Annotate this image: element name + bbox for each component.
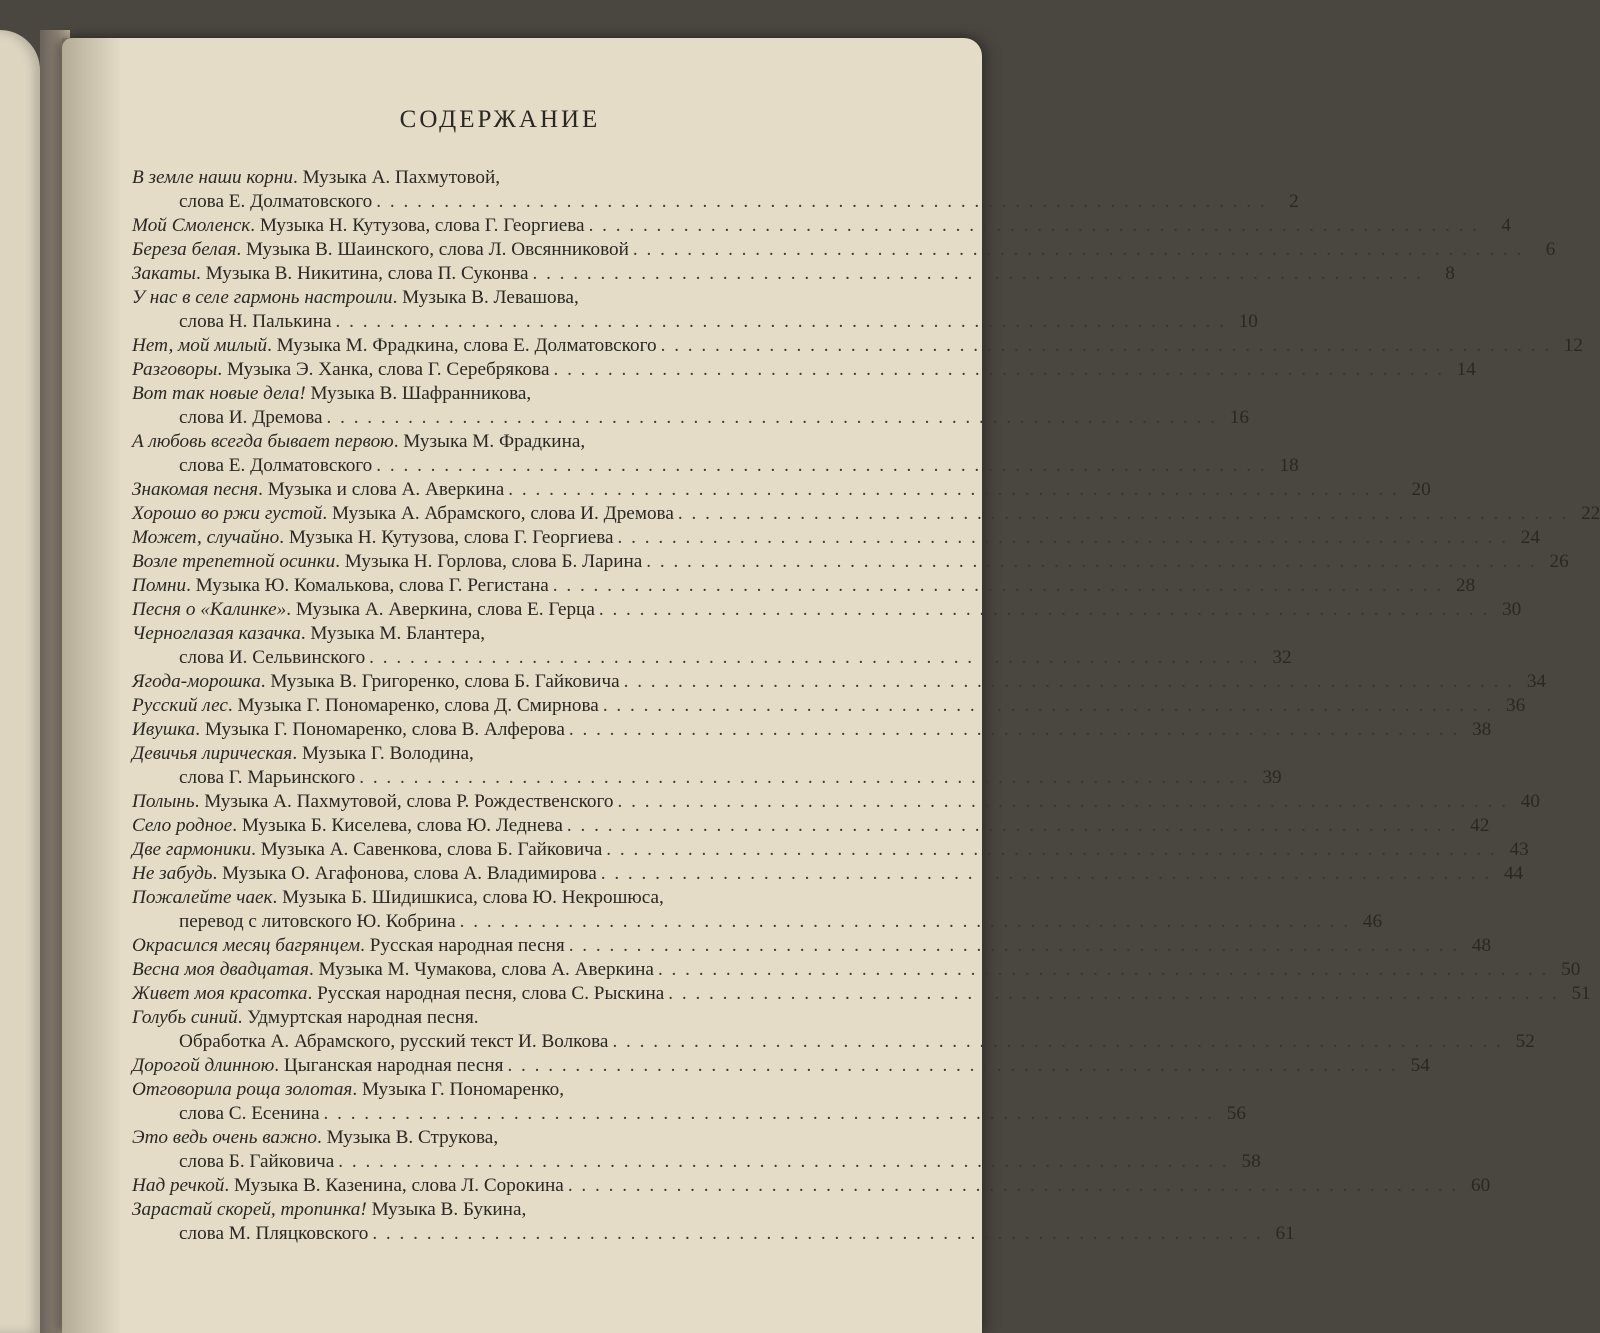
toc-entry-line [132,1078,878,1102]
toc-entry [132,1054,1430,1078]
dot-leader [332,310,1230,334]
toc-entry-text [132,694,599,718]
toc-entry-line [132,406,1249,430]
toc-entry [132,670,1546,694]
song-credits: слова М. Пляцковского [179,1223,369,1244]
song-credits: Обработка А. Абрамского, русский текст И. Волкова [179,1031,609,1052]
song-credits: . Музыка М. Блантера, [300,623,486,644]
toc-entry [132,694,1526,718]
song-credits: . Музыка О. Агафонова, слова А. Владимирова [212,863,597,884]
song-credits: слова С. Есенина [179,1103,320,1124]
toc-entry-line [132,1006,878,1030]
page-number: 16 [1229,407,1249,428]
page-number: 22 [1581,503,1600,524]
dot-leader [585,214,1483,238]
dot-leader [608,1030,1506,1054]
song-credits: . Музыка Н. Кутузова, слова Г. Георгиева [279,527,614,548]
toc-entry-text [132,598,595,622]
toc-entry-text [132,238,629,262]
song-credits: . Музыка Г. Пономаренко, слова Д. Смирнова [227,695,599,716]
dot-leader [654,958,1552,982]
song-credits: . Музыка Э. Ханка, слова Г. Серебрякова [217,359,550,380]
dot-leader [565,934,1463,958]
toc-entry [132,1198,1295,1246]
toc-entry-line [132,910,1383,934]
song-title: Пожалейте чаек [132,887,273,908]
song-title: Село родное [132,815,233,836]
song-title: Над речкой [132,1175,225,1196]
song-title: Полынь [132,791,195,812]
page-number: 32 [1272,647,1292,668]
song-credits: слова Б. Гайковича [179,1151,335,1172]
song-title: Голубь синий [132,1007,238,1028]
song-title: Живет моя красотка [132,983,308,1004]
song-credits: . Музыка Н. Горлова, слова Б. Ларина [335,551,643,572]
page-number: 39 [1262,767,1282,788]
page-number: 28 [1455,575,1476,596]
page-number: 12 [1563,335,1583,356]
toc-entry [132,358,1476,382]
toc-entry-line [132,502,1600,526]
page-number: 58 [1241,1151,1261,1172]
dot-leader [549,358,1447,382]
toc-entry [132,598,1522,622]
song-credits: слова И. Дремова [179,407,323,428]
dot-leader [599,694,1497,718]
dot-leader [657,334,1555,358]
song-title: Мой Смоленск [132,215,251,236]
toc-entry-text [132,670,620,694]
toc-entry [132,1126,1261,1174]
dot-leader [597,862,1495,886]
toc-entry-line [132,718,1492,742]
dot-leader [355,766,1253,790]
toc-entry [132,1078,1246,1126]
toc-entry [132,382,1249,430]
toc-entry-line [132,526,1540,550]
toc-entry [132,334,1583,358]
dot-leader [323,406,1221,430]
toc-entry [132,622,1292,670]
toc-entry-text [132,1174,564,1198]
song-credits: Музыка В. Шафранникова, [305,383,532,404]
page-number: 51 [1571,983,1591,1004]
song-title: Помни [132,575,187,596]
toc-entry-line [132,982,1591,1006]
toc-entry [132,286,1258,334]
table-of-contents [132,166,1600,1246]
song-credits: . Музыка А. Абрамского, слова И. Дремова [322,503,674,524]
page-title: СОДЕРЖАНИЕ [399,106,601,133]
toc-entry [132,166,1299,214]
song-title: Хорошо во ржи густой [132,503,323,524]
toc-entry [132,430,1299,478]
toc-entry-line [132,1222,1295,1246]
toc-entry-line [132,742,878,766]
page-number: 30 [1502,599,1522,620]
dot-leader [642,550,1540,574]
toc-entry-text [132,358,549,382]
toc-entry [132,838,1529,862]
page-number: 54 [1410,1055,1430,1076]
toc-entry-text [132,526,614,550]
song-title: Черноглазая казачка [132,623,301,644]
page-number: 2 [1289,191,1299,212]
dot-leader [372,454,1270,478]
toc-entry-text [132,550,642,574]
toc-entry-line [132,382,878,406]
toc-entry-text [132,502,674,526]
song-title: Не забудь [132,863,213,884]
song-credits: . Музыка В. Струкова, [316,1127,499,1148]
page-number: 34 [1526,671,1546,692]
song-title: Весна моя двадцатая [132,959,309,980]
song-credits: . Музыка М. Фрадкина, слова Е. Долматовского [267,335,657,356]
page-number: 6 [1545,239,1556,260]
song-title: Отговорила роща золотая [132,1079,353,1100]
song-title: Окрасился месяц багрянцем [132,935,361,956]
toc-entry [132,790,1540,814]
dot-leader [372,190,1270,214]
toc-entry-line [132,1102,1246,1126]
song-credits: слова Е. Долматовского [179,191,373,212]
toc-entry-text [132,478,504,502]
song-credits: . Музыка А. Пахмутовой, слова Р. Рождественского [194,791,614,812]
song-credits: . Русская народная песня, слова С. Рыскина [307,983,665,1004]
toc-entry-line [132,1198,878,1222]
toc-entry-text [132,814,563,838]
song-credits: . Музыка В. Шаинского, слова Л. Овсянниковой [236,239,629,260]
song-title: Это ведь очень важно [132,1127,317,1148]
toc-entry [132,502,1600,526]
toc-entry-line [132,334,1583,358]
toc-entry [132,982,1591,1006]
song-title: Ивушка [132,719,196,740]
song-title: В земле наши корни [132,167,293,188]
song-title: Русский лес [132,695,228,716]
dot-leader [365,646,1263,670]
song-credits: . Музыка А. Аверкина, слова Е. Герца [286,599,595,620]
page-number: 61 [1275,1223,1295,1244]
page-number: 46 [1362,911,1383,932]
page-number: 14 [1456,359,1476,380]
toc-entry-text [132,574,549,598]
song-title: Дорогой длинною [132,1055,275,1076]
page-number: 60 [1471,1175,1491,1196]
song-credits: . Музыка Г. Володина, [292,743,474,764]
toc-entry-line [132,934,1492,958]
toc-entry-line [132,430,878,454]
toc-entry-line [132,574,1476,598]
toc-entry-text [132,958,654,982]
song-credits: . Музыка Г. Пономаренко, слова В. Алферова [195,719,565,740]
song-credits: . Музыка Б. Киселева, слова Ю. Леднева [232,815,563,836]
page-number: 56 [1226,1103,1246,1124]
song-credits: . Музыка А. Пахмутовой, [292,167,501,188]
song-title: Возле трепетной осинки [132,551,336,572]
song-title: Разговоры [132,359,218,380]
song-title: Девичья лирическая [132,743,293,764]
page-number: 50 [1561,959,1581,980]
toc-entry-line [132,358,1476,382]
dot-leader [614,526,1512,550]
toc-entry-text [132,718,565,742]
song-title: Нет, мой милый [132,335,268,356]
toc-entry-line [132,886,878,910]
page-number: 42 [1470,815,1490,836]
song-title: У нас в селе гармонь настроили [132,287,393,308]
dot-leader [528,262,1426,286]
toc-entry [132,574,1476,598]
song-title: Песня о «Калинке» [132,599,287,620]
toc-entry-line [132,478,1431,502]
dot-leader [674,502,1572,526]
page-number: 48 [1471,935,1492,956]
song-credits: слова И. Сельвинского [179,647,366,668]
left-page-edge [0,30,40,1333]
toc-entry-line [132,670,1546,694]
toc-entry-line [132,1030,1535,1054]
song-credits: . Музыка М. Фрадкина, [393,431,586,452]
toc-entry-text [132,262,528,286]
dot-leader [664,982,1562,1006]
toc-entry-line [132,190,1299,214]
song-credits: . Музыка В. Казенина, слова Л. Сорокина [224,1175,564,1196]
toc-entry-line [132,550,1569,574]
toc-entry-line [132,598,1522,622]
toc-entry [132,238,1556,262]
page-number: 38 [1472,719,1492,740]
song-credits: перевод с литовского Ю. Кобрина [179,911,456,932]
song-credits: . Музыка и слова А. Аверкина [258,479,505,500]
song-title: Ягода-морошка [132,671,261,692]
page-number: 40 [1520,791,1540,812]
toc-entry-line [132,262,1455,286]
toc-entry-text [132,1054,503,1078]
song-credits: слова Н. Палькина [179,311,332,332]
toc-entry-line [132,1150,1261,1174]
song-credits: . Музыка Ю. Комалькова, слова Г. Регистана [186,575,549,596]
dot-leader [549,574,1447,598]
toc-entry [132,214,1511,238]
toc-entry-line [132,766,1282,790]
toc-entry-line [132,622,878,646]
song-title: А любовь всегда бывает первою [132,431,394,452]
song-title: Две гармоники [132,839,252,860]
toc-entry-line [132,838,1529,862]
dot-leader [564,1174,1462,1198]
page-number: 18 [1279,455,1299,476]
dot-leader [620,670,1518,694]
song-credits: . Музыка А. Савенкова, слова Б. Гайковича [251,839,603,860]
toc-entry [132,1006,1535,1054]
toc-entry-line [132,286,878,310]
toc-entry-text [132,214,585,238]
toc-entry-line [132,454,1299,478]
toc-entry-line [132,814,1490,838]
song-title: Закаты [132,263,197,284]
dot-leader [456,910,1354,934]
toc-entry-text [132,790,614,814]
toc-entry [132,550,1569,574]
toc-entry-line [132,862,1524,886]
song-credits: Музыка В. Букина, [366,1199,527,1220]
dot-leader [368,1222,1266,1246]
toc-entry [132,934,1492,958]
toc-entry-line [132,1174,1491,1198]
page-number: 43 [1509,839,1529,860]
toc-entry-line [132,646,1292,670]
page-number: 4 [1501,215,1511,236]
toc-entry-text [132,862,597,886]
page-number: 20 [1411,479,1431,500]
toc-entry-text [132,982,664,1006]
song-credits: . Цыганская народная песня [274,1055,504,1076]
dot-leader [503,1054,1401,1078]
toc-entry [132,526,1540,550]
page-number: 10 [1238,311,1258,332]
toc-entry [132,478,1431,502]
song-credits: . Удмуртская народная песня. [237,1007,479,1028]
toc-entry-line [132,1126,878,1150]
song-title: Может, случайно [132,527,280,548]
toc-entry [132,814,1490,838]
toc-entry [132,958,1581,982]
page-number: 24 [1520,527,1540,548]
toc-entry-text [132,334,657,358]
dot-leader [614,790,1512,814]
page-number: 44 [1503,863,1524,884]
song-credits: . Музыка Б. Шидишкиса, слова Ю. Некрошюса, [272,887,664,908]
page-number: 52 [1515,1031,1535,1052]
dot-leader [504,478,1402,502]
dot-leader [565,718,1463,742]
song-credits: . Музыка Н. Кутузова, слова Г. Георгиева [250,215,585,236]
song-credits: . Музыка В. Левашова, [392,287,579,308]
dot-leader [320,1102,1218,1126]
song-title: Знакомая песня [132,479,259,500]
song-credits: . Музыка М. Чумакова, слова А. Аверкина [308,959,654,980]
dot-leader [595,598,1493,622]
toc-entry [132,862,1524,886]
song-credits: слова Г. Марьинского [179,767,356,788]
toc-entry-text [132,934,565,958]
page-number: 8 [1445,263,1455,284]
song-credits: . Музыка Г. Пономаренко, [352,1079,565,1100]
toc-entry-line [132,166,878,190]
dot-leader [563,814,1461,838]
toc-entry-text [132,838,602,862]
toc-entry [132,1174,1491,1198]
song-credits: слова Е. Долматовского [179,455,373,476]
song-credits: . Русская народная песня [360,935,565,956]
dot-leader [629,238,1527,262]
song-title: Зарастай скорей, тропинка! [132,1199,367,1220]
toc-entry-line [132,958,1581,982]
song-credits: . Музыка В. Григоренко, слова Б. Гайковича [260,671,620,692]
toc-entry-line [132,1054,1430,1078]
toc-entry-line [132,238,1556,262]
song-title: Вот так новые дела! [132,383,306,404]
song-title: Береза белая [132,239,237,260]
dot-leader [334,1150,1232,1174]
toc-entry-line [132,310,1258,334]
toc-entry-line [132,214,1511,238]
dot-leader [602,838,1500,862]
toc-entry [132,262,1455,286]
toc-entry [132,886,1383,934]
page-number: 36 [1506,695,1526,716]
toc-entry [132,718,1492,742]
toc-entry-line [132,790,1540,814]
toc-entry [132,742,1282,790]
song-credits: . Музыка В. Никитина, слова П. Суконва [196,263,529,284]
toc-entry-line [132,694,1526,718]
page-number: 26 [1549,551,1569,572]
